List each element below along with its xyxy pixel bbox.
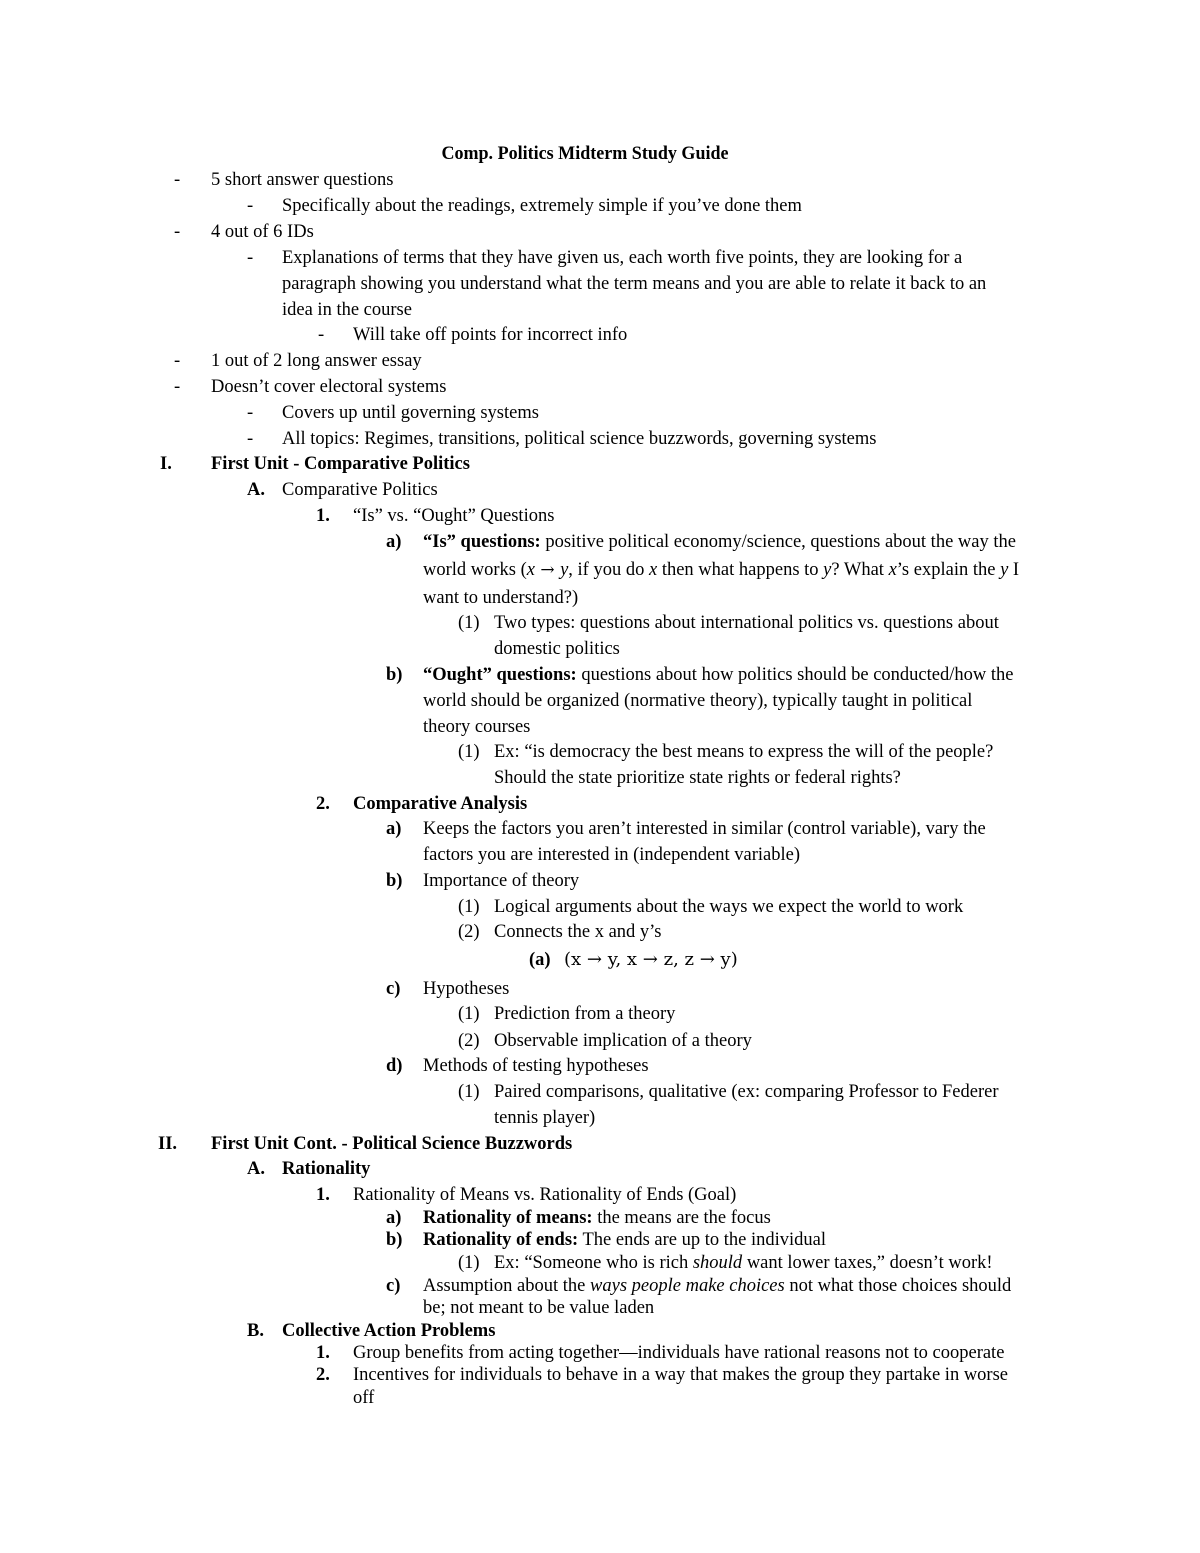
paren-marker: (1) xyxy=(458,1253,480,1273)
math-variable: y xyxy=(823,560,832,580)
numbered-item-line: Incentives for individuals to behave in a way that makes the group they partake in worse xyxy=(353,1365,1009,1385)
numbered-marker: 2. xyxy=(316,1365,330,1385)
letter-item-line: Keeps the factors you aren’t interested in similar (control variable), vary the xyxy=(423,819,986,839)
letter-item-line: theory courses xyxy=(423,717,531,737)
letter-marker: a) xyxy=(386,1208,402,1228)
paren-item xyxy=(494,1254,993,1273)
list-item-line: idea in the course xyxy=(282,300,412,320)
letter-marker: c) xyxy=(386,979,401,999)
text-run: I xyxy=(1008,560,1020,580)
numbered-marker: 2. xyxy=(316,794,330,814)
math-variable: y xyxy=(1000,560,1009,580)
letter-marker: a) xyxy=(386,819,402,839)
paren-marker: (2) xyxy=(458,1031,480,1051)
numbered-marker: 1. xyxy=(316,1343,330,1363)
list-item: 4 out of 6 IDs xyxy=(211,222,314,242)
paren-item-line: tennis player) xyxy=(494,1108,596,1128)
arrow-symbol: → xyxy=(535,560,561,580)
term-label: Rationality of means: xyxy=(423,1208,593,1228)
paren-item-line: domestic politics xyxy=(494,639,620,659)
paren-marker: (1) xyxy=(458,742,480,762)
text-run: not what those choices should xyxy=(784,1276,1012,1296)
list-item: Will take off points for incorrect info xyxy=(353,325,628,345)
term-definition: questions about how politics should be conducted/how the xyxy=(576,665,1014,685)
emphasis: ways people make choices xyxy=(590,1276,785,1296)
text-run: , if you do xyxy=(568,560,649,580)
list-item: Covers up until governing systems xyxy=(282,403,539,423)
bullet-marker: - xyxy=(247,429,254,449)
letter-item-line: want to understand?) xyxy=(423,588,579,608)
sub-paren-marker: (a) xyxy=(529,950,551,970)
paren-item: Connects the x and y’s xyxy=(494,922,662,942)
letter-item xyxy=(423,1231,826,1250)
term-label: “Ought” questions: xyxy=(423,665,577,685)
term-definition: positive political economy/science, questions about the way the xyxy=(540,532,1016,552)
text-run: ? What xyxy=(831,560,889,580)
section-marker: II. xyxy=(158,1134,178,1154)
paren-item-line: Two types: questions about international politics vs. questions about xyxy=(494,613,999,633)
letter-marker: b) xyxy=(386,871,403,891)
numbered-item: “Is” vs. “Ought” Questions xyxy=(353,506,555,526)
formula: (x → y, x → z, z → y) xyxy=(564,949,738,970)
paren-item-line: Ex: “is democracy the best means to express the will of the people? xyxy=(494,742,994,762)
document-title: Comp. Politics Midterm Study Guide xyxy=(441,144,729,164)
list-item-line: Explanations of terms that they have given us, each worth five points, they are looking for a xyxy=(282,248,963,268)
numbered-item: Rationality of Means vs. Rationality of Ends (Goal) xyxy=(353,1185,737,1205)
emphasis: should xyxy=(692,1253,743,1273)
letter-marker: d) xyxy=(386,1056,403,1076)
paren-marker: (1) xyxy=(458,1082,480,1102)
list-item: All topics: Regimes, transitions, political science buzzwords, governing systems xyxy=(282,429,877,449)
bullet-marker: - xyxy=(247,196,254,216)
list-item: 5 short answer questions xyxy=(211,170,394,190)
term-definition: The ends are up to the individual xyxy=(578,1230,827,1250)
letter-item-line xyxy=(423,1277,1011,1296)
letter-item-line: world should be organized (normative theory), typically taught in political xyxy=(423,691,973,711)
letter-marker: c) xyxy=(386,1276,401,1296)
subsection-marker: A. xyxy=(247,1159,265,1179)
letter-item-line: be; not meant to be value laden xyxy=(423,1298,655,1318)
bullet-marker: - xyxy=(174,170,181,190)
text-run: world works ( xyxy=(423,560,527,580)
letter-item-line: factors you are interested in (independent variable) xyxy=(423,845,801,865)
paren-item-line: Should the state prioritize state rights or federal rights? xyxy=(494,768,901,788)
section-marker: I. xyxy=(160,454,172,474)
text-run: ’s explain the xyxy=(896,560,1001,580)
paren-marker: (1) xyxy=(458,613,480,633)
list-item: Doesn’t cover electoral systems xyxy=(211,377,447,397)
list-item: Specifically about the readings, extremely simple if you’ve done them xyxy=(282,196,802,216)
term-definition: the means are the focus xyxy=(592,1208,771,1228)
letter-item-line xyxy=(423,666,1013,685)
paren-item: Observable implication of a theory xyxy=(494,1031,752,1051)
term-label: Rationality of ends: xyxy=(423,1230,579,1250)
list-item: 1 out of 2 long answer essay xyxy=(211,351,422,371)
letter-item xyxy=(423,1209,771,1228)
letter-marker: a) xyxy=(386,532,402,552)
letter-marker: b) xyxy=(386,665,403,685)
bullet-marker: - xyxy=(247,248,254,268)
numbered-heading: Comparative Analysis xyxy=(353,794,528,814)
paren-item-line: Paired comparisons, qualitative (ex: comparing Professor to Federer xyxy=(494,1082,999,1102)
subsection-heading: Collective Action Problems xyxy=(282,1321,496,1341)
math-variable: y xyxy=(560,560,569,580)
letter-item-line xyxy=(423,533,1016,552)
letter-item: Importance of theory xyxy=(423,871,580,891)
subsection-heading: Comparative Politics xyxy=(282,480,438,500)
subsection-marker: B. xyxy=(247,1321,264,1341)
section-heading: First Unit - Comparative Politics xyxy=(211,454,470,474)
numbered-marker: 1. xyxy=(316,506,330,526)
letter-marker: b) xyxy=(386,1230,403,1250)
bullet-marker: - xyxy=(174,351,181,371)
letter-item-line xyxy=(423,561,1019,580)
math-variable: x xyxy=(888,560,897,580)
subsection-marker: A. xyxy=(247,480,265,500)
bullet-marker: - xyxy=(247,403,254,423)
bullet-marker: - xyxy=(318,325,325,345)
section-heading: First Unit Cont. - Political Science Buzzwords xyxy=(211,1134,573,1154)
math-variable: x xyxy=(648,560,658,580)
paren-marker: (1) xyxy=(458,1004,480,1024)
letter-item: Hypotheses xyxy=(423,979,510,999)
term-label: “Is” questions: xyxy=(423,532,541,552)
paren-marker: (1) xyxy=(458,897,480,917)
text-run: Ex: “Someone who is rich xyxy=(494,1253,693,1273)
numbered-item: Group benefits from acting together—individuals have rational reasons not to cooperate xyxy=(353,1343,1005,1363)
list-item-line: paragraph showing you understand what the term means and you are able to relate it back to an xyxy=(282,274,987,294)
subsection-heading: Rationality xyxy=(282,1159,371,1179)
numbered-marker: 1. xyxy=(316,1185,330,1205)
text-run: want lower taxes,” doesn’t work! xyxy=(742,1253,993,1273)
paren-item: Prediction from a theory xyxy=(494,1004,676,1024)
numbered-item-line: off xyxy=(353,1388,375,1408)
letter-item: Methods of testing hypotheses xyxy=(423,1056,649,1076)
text-run: Assumption about the xyxy=(423,1276,591,1296)
bullet-marker: - xyxy=(174,222,181,242)
math-variable: x xyxy=(526,560,536,580)
paren-item: Logical arguments about the ways we expect the world to work xyxy=(494,897,964,917)
text-run: then what happens to xyxy=(657,560,824,580)
bullet-marker: - xyxy=(174,377,181,397)
paren-marker: (2) xyxy=(458,922,480,942)
